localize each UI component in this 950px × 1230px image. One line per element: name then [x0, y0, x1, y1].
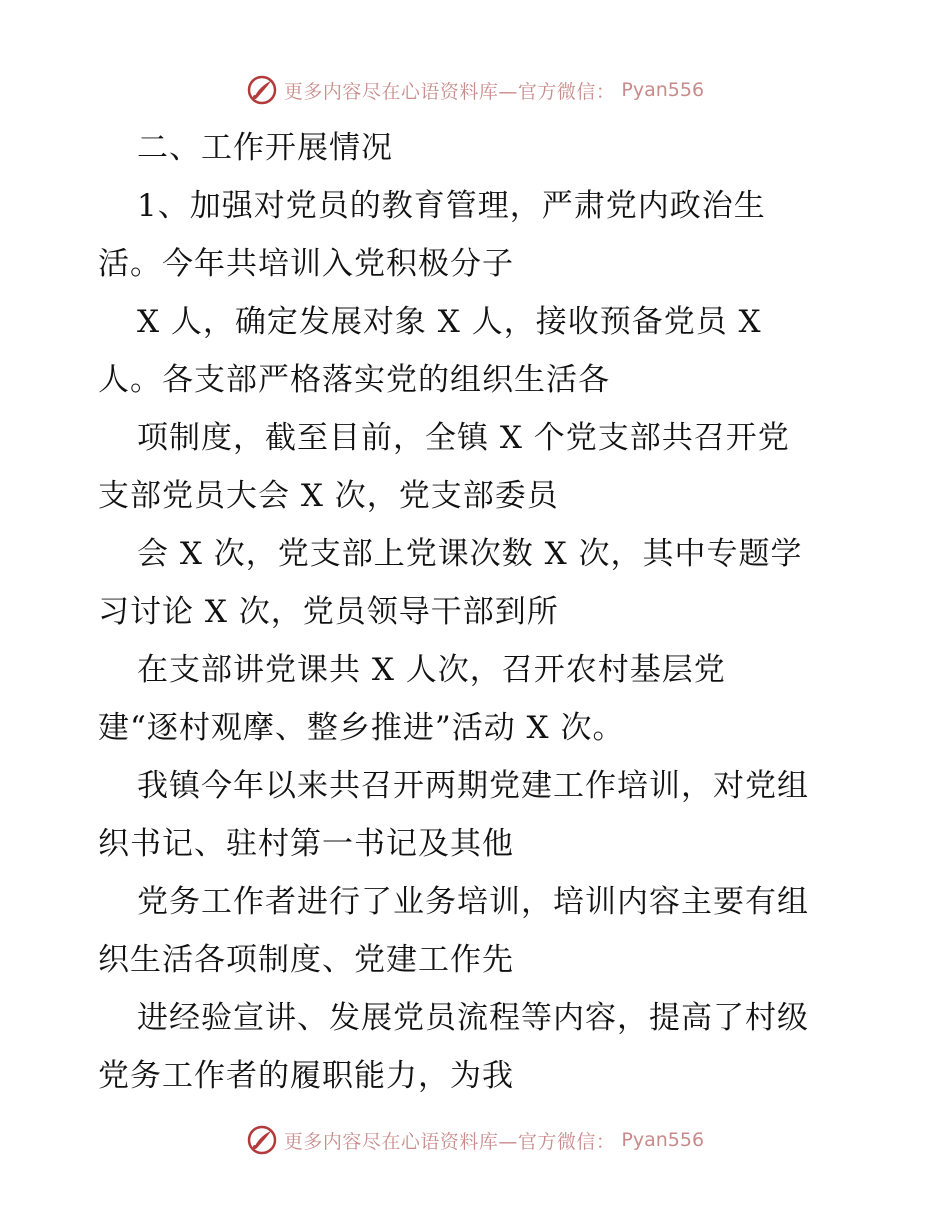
section-heading: 二、工作开展情况 [137, 130, 393, 166]
text-line: 党务工作者的履职能力，为我 [98, 1058, 514, 1094]
brush-logo-icon [246, 1124, 278, 1156]
footer-watermark [0, 1120, 950, 1160]
watermark-text: 更多内容尽在心语资料库—官方微信： [283, 80, 616, 103]
text-line: 我镇今年以来共召开两期党建工作培训，对党组 [137, 768, 809, 804]
text-line: 建“逐村观摩、整乡推进”活动 X 次。 [98, 710, 625, 746]
text-line: X 人，确定发展对象 X 人，接收预备党员 X [137, 304, 762, 340]
brush-logo-icon [246, 74, 278, 106]
text-line: 支部党员大会 X 次，党支部委员 [98, 478, 559, 514]
text-line: 1、加强对党员的教育管理，严肃党内政治生 [137, 188, 766, 224]
watermark-handle: Pyan556 [621, 79, 705, 101]
text-line: 织书记、驻村第一书记及其他 [98, 826, 514, 862]
text-line: 织生活各项制度、党建工作先 [98, 942, 514, 978]
watermark-handle: Pyan556 [621, 1129, 705, 1151]
text-line: 人。各支部严格落实党的组织生活各 [98, 362, 610, 398]
header-watermark [0, 70, 950, 110]
text-line: 活。今年共培训入党积极分子 [98, 246, 514, 282]
text-line: 习讨论 X 次，党员领导干部到所 [98, 594, 559, 630]
text-line: 党务工作者进行了业务培训，培训内容主要有组 [137, 884, 809, 920]
text-line: 项制度，截至目前，全镇 X 个党支部共召开党 [137, 420, 790, 456]
text-line: 在支部讲党课共 X 人次，召开农村基层党 [137, 652, 726, 688]
text-line: 进经验宣讲、发展党员流程等内容，提高了村级 [137, 1000, 809, 1036]
watermark-text: 更多内容尽在心语资料库—官方微信： [283, 1130, 616, 1153]
text-line: 会 X 次，党支部上党课次数 X 次，其中专题学 [137, 536, 803, 572]
